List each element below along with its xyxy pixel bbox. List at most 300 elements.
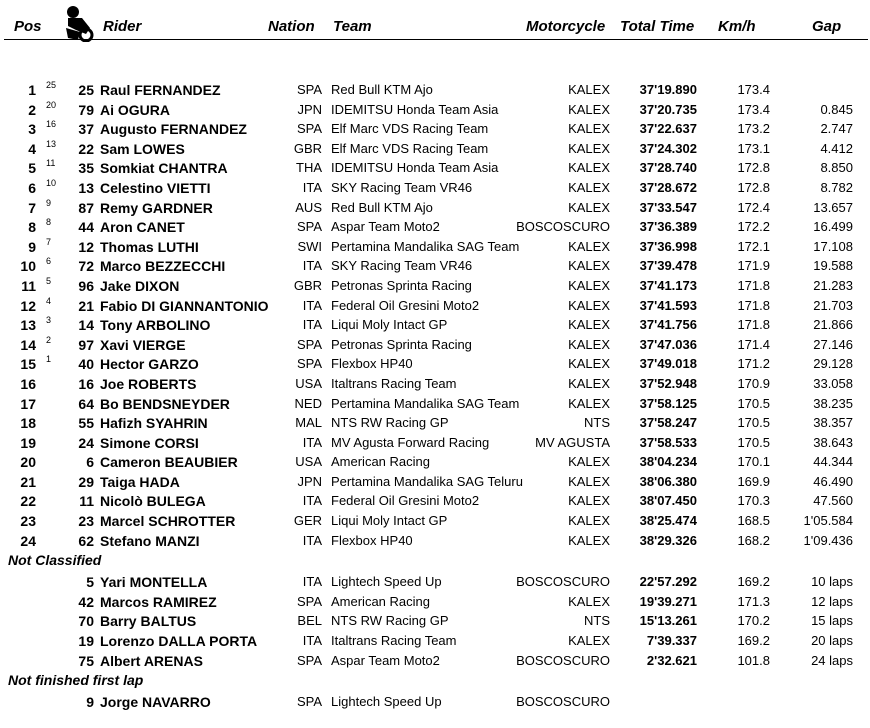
motorcycle: NTS bbox=[584, 415, 610, 431]
speed-kmh: 171.8 bbox=[737, 317, 770, 333]
team-name: Federal Oil Gresini Moto2 bbox=[331, 297, 480, 313]
nation: ITA bbox=[302, 434, 322, 450]
speed-kmh: 170.1 bbox=[737, 454, 770, 470]
total-time: 37'58.533 bbox=[639, 434, 697, 450]
rider-number: 79 bbox=[78, 101, 94, 118]
motorcycle: KALEX bbox=[568, 101, 610, 117]
team-name: Aspar Team Moto2 bbox=[331, 652, 440, 668]
total-time: 37'22.637 bbox=[639, 121, 697, 137]
team-name: Liqui Moly Intact GP bbox=[331, 513, 448, 529]
gap: 8.850 bbox=[820, 160, 853, 176]
table-row bbox=[0, 491, 870, 511]
total-time: 37'36.389 bbox=[639, 219, 697, 235]
motorcycle: KALEX bbox=[568, 633, 610, 649]
nation: NED bbox=[294, 395, 322, 411]
rider-name: Somkiat CHANTRA bbox=[100, 160, 228, 177]
gap: 27.146 bbox=[813, 336, 853, 352]
rider-number: 14 bbox=[78, 317, 94, 334]
team-name: Red Bull KTM Ajo bbox=[331, 82, 433, 97]
grid-position: 13 bbox=[46, 138, 57, 149]
gap: 12 laps bbox=[811, 593, 853, 609]
gap: 47.560 bbox=[813, 493, 853, 509]
motorcycle: KALEX bbox=[568, 140, 610, 156]
total-time: 37'39.478 bbox=[639, 258, 697, 274]
rider-number: 35 bbox=[78, 160, 94, 177]
nation: THA bbox=[296, 160, 322, 176]
position: 6 bbox=[28, 179, 36, 196]
speed-kmh: 169.9 bbox=[737, 473, 770, 489]
rider-number: 40 bbox=[78, 356, 94, 373]
nation: SPA bbox=[296, 694, 322, 710]
rider-number: 6 bbox=[86, 454, 94, 471]
motorcycle: KALEX bbox=[568, 121, 610, 137]
total-time: 22'57.292 bbox=[639, 574, 697, 590]
table-row bbox=[0, 413, 870, 433]
rider-name: Simone CORSI bbox=[100, 434, 199, 451]
rider-name: Remy GARDNER bbox=[100, 199, 213, 216]
grid-position: 16 bbox=[46, 119, 57, 130]
position: 24 bbox=[20, 532, 36, 549]
header-divider bbox=[4, 39, 868, 40]
nation: USA bbox=[295, 375, 322, 391]
header-total-time: Total Time bbox=[620, 18, 695, 35]
gap: 1'05.584 bbox=[803, 513, 853, 529]
motorcycle: KALEX bbox=[568, 238, 610, 254]
gap: 21.703 bbox=[813, 297, 853, 313]
team-name: NTS RW Racing GP bbox=[331, 415, 449, 431]
gap: 10 laps bbox=[811, 574, 853, 590]
position: 9 bbox=[28, 238, 36, 255]
team-name: Pertamina Mandalika SAG Teluru bbox=[331, 473, 523, 489]
table-row bbox=[0, 611, 870, 631]
rider-number: 72 bbox=[78, 258, 94, 275]
nation: SPA bbox=[296, 336, 322, 352]
table-row bbox=[0, 592, 870, 612]
rider-name: Yari MONTELLA bbox=[100, 574, 208, 591]
motorcycle: KALEX bbox=[568, 317, 610, 333]
speed-kmh: 172.8 bbox=[737, 160, 770, 176]
table-row bbox=[0, 354, 870, 374]
motorcycle: MV AGUSTA bbox=[535, 434, 610, 450]
position: 8 bbox=[28, 219, 36, 236]
table-row bbox=[0, 572, 870, 592]
table-row bbox=[0, 511, 870, 531]
team-name: Petronas Sprinta Racing bbox=[331, 277, 472, 293]
position: 19 bbox=[20, 434, 36, 451]
table-row bbox=[0, 237, 870, 257]
speed-kmh: 101.8 bbox=[737, 652, 770, 668]
table-row bbox=[0, 531, 870, 551]
gap: 44.344 bbox=[813, 454, 853, 470]
motorcycle: KALEX bbox=[568, 395, 610, 411]
motorcycle: KALEX bbox=[568, 454, 610, 470]
team-name: SKY Racing Team VR46 bbox=[331, 179, 473, 195]
nation: SPA bbox=[296, 593, 322, 609]
team-name: Elf Marc VDS Racing Team bbox=[331, 140, 489, 156]
grid-position: 20 bbox=[46, 99, 57, 110]
nation: ITA bbox=[302, 493, 322, 509]
total-time: 37'41.756 bbox=[639, 317, 697, 333]
header-gap: Gap bbox=[812, 18, 842, 35]
nation: SPA bbox=[296, 121, 322, 137]
rider-name: Xavi VIERGE bbox=[100, 336, 186, 353]
total-time: 37'19.890 bbox=[639, 82, 697, 97]
table-row bbox=[0, 256, 870, 276]
table-row bbox=[0, 315, 870, 335]
nation: AUS bbox=[295, 199, 322, 215]
team-name: Lightech Speed Up bbox=[331, 574, 442, 590]
rider-name: Nicolò BULEGA bbox=[100, 493, 206, 510]
gap: 15 laps bbox=[811, 613, 853, 629]
nation: SPA bbox=[296, 82, 322, 97]
speed-kmh: 173.4 bbox=[737, 82, 770, 97]
rider-number: 12 bbox=[78, 238, 94, 255]
table-row bbox=[0, 472, 870, 492]
nation: JPN bbox=[297, 473, 322, 489]
motorcycle: KALEX bbox=[568, 356, 610, 372]
position: 18 bbox=[20, 415, 36, 432]
total-time: 37'58.247 bbox=[639, 415, 697, 431]
table-row bbox=[0, 394, 870, 414]
rider-number: 9 bbox=[86, 694, 94, 711]
section-row bbox=[0, 670, 870, 692]
motorcycle-rider-icon bbox=[62, 4, 96, 42]
rider-number: 42 bbox=[78, 593, 94, 610]
rider-name: Joe ROBERTS bbox=[100, 375, 197, 392]
table-row bbox=[0, 452, 870, 472]
speed-kmh: 171.9 bbox=[737, 258, 770, 274]
team-name: Federal Oil Gresini Moto2 bbox=[331, 493, 480, 509]
motorcycle: NTS bbox=[584, 613, 610, 629]
motorcycle: KALEX bbox=[568, 199, 610, 215]
nation: JPN bbox=[297, 101, 322, 117]
grid-position: 1 bbox=[46, 354, 52, 365]
rider-name: Albert ARENAS bbox=[100, 652, 203, 669]
rider-name: Bo BENDSNEYDER bbox=[100, 395, 230, 412]
position: 14 bbox=[20, 336, 36, 353]
rider-name: Hector GARZO bbox=[100, 356, 199, 373]
motorcycle: BOSCOSCURO bbox=[516, 694, 610, 710]
gap: 20 laps bbox=[811, 633, 853, 649]
header-pos: Pos bbox=[14, 18, 42, 35]
motorcycle: KALEX bbox=[568, 179, 610, 195]
speed-kmh: 169.2 bbox=[737, 633, 770, 649]
rider-number: 11 bbox=[79, 493, 94, 510]
total-time: 37'58.125 bbox=[639, 395, 697, 411]
grid-position: 7 bbox=[46, 236, 52, 247]
results-table bbox=[0, 80, 870, 712]
position: 20 bbox=[20, 454, 36, 471]
nation: ITA bbox=[302, 574, 322, 590]
gap: 38.235 bbox=[813, 395, 853, 411]
position: 22 bbox=[20, 493, 36, 510]
total-time: 37'24.302 bbox=[639, 140, 697, 156]
speed-kmh: 173.4 bbox=[737, 101, 770, 117]
table-row bbox=[0, 119, 870, 139]
nation: ITA bbox=[302, 532, 322, 548]
gap: 2.747 bbox=[820, 121, 853, 137]
rider-name: Stefano MANZI bbox=[100, 532, 200, 549]
team-name: Lightech Speed Up bbox=[331, 694, 442, 710]
rider-name: Augusto FERNANDEZ bbox=[100, 121, 247, 138]
grid-position: 2 bbox=[46, 334, 52, 345]
total-time: 37'52.948 bbox=[639, 375, 697, 391]
nation: ITA bbox=[302, 633, 322, 649]
gap: 16.499 bbox=[813, 219, 853, 235]
rider-number: 75 bbox=[78, 652, 94, 669]
header-nation: Nation bbox=[268, 18, 315, 35]
total-time: 37'49.018 bbox=[639, 356, 697, 372]
team-name: Flexbox HP40 bbox=[331, 356, 413, 372]
team-name: IDEMITSU Honda Team Asia bbox=[331, 160, 499, 176]
total-time: 15'13.261 bbox=[639, 613, 697, 629]
speed-kmh: 171.4 bbox=[737, 336, 770, 352]
rider-number: 37 bbox=[78, 121, 94, 138]
gap: 19.588 bbox=[813, 258, 853, 274]
position: 17 bbox=[20, 395, 36, 412]
table-row bbox=[0, 433, 870, 453]
team-name: Aspar Team Moto2 bbox=[331, 219, 440, 235]
nation: USA bbox=[295, 454, 322, 470]
table-row bbox=[0, 374, 870, 394]
team-name: Red Bull KTM Ajo bbox=[331, 199, 433, 215]
team-name: Petronas Sprinta Racing bbox=[331, 336, 472, 352]
gap: 38.643 bbox=[813, 434, 853, 450]
rider-name: Taiga HADA bbox=[100, 473, 180, 490]
team-name: Elf Marc VDS Racing Team bbox=[331, 121, 489, 137]
nation: SPA bbox=[296, 219, 322, 235]
motorcycle: BOSCOSCURO bbox=[516, 219, 610, 235]
grid-position: 10 bbox=[46, 177, 57, 188]
speed-kmh: 170.5 bbox=[737, 434, 770, 450]
section-row bbox=[0, 550, 870, 572]
gap: 13.657 bbox=[813, 199, 853, 215]
rider-number: 21 bbox=[78, 297, 94, 314]
team-name: American Racing bbox=[331, 454, 430, 470]
position: 13 bbox=[20, 317, 36, 334]
motorcycle: BOSCOSCURO bbox=[516, 652, 610, 668]
table-row bbox=[0, 631, 870, 651]
nation: MAL bbox=[295, 415, 322, 431]
rider-number: 24 bbox=[78, 434, 94, 451]
gap: 0.845 bbox=[820, 101, 853, 117]
total-time: 37'28.672 bbox=[639, 179, 697, 195]
rider-name: Marcel SCHROTTER bbox=[100, 513, 236, 530]
total-time: 37'28.740 bbox=[639, 160, 697, 176]
rider-number: 55 bbox=[78, 415, 94, 432]
team-name: Pertamina Mandalika SAG Team bbox=[331, 238, 520, 254]
speed-kmh: 171.2 bbox=[737, 356, 770, 372]
motorcycle: KALEX bbox=[568, 336, 610, 352]
rider-number: 5 bbox=[86, 574, 94, 591]
position: 3 bbox=[28, 121, 36, 138]
position: 11 bbox=[21, 277, 36, 294]
rider-name: Hafizh SYAHRIN bbox=[100, 415, 208, 432]
header-rider: Rider bbox=[103, 18, 142, 35]
total-time: 37'20.735 bbox=[639, 101, 697, 117]
table-row bbox=[0, 217, 870, 237]
table-row bbox=[0, 158, 870, 178]
nation: GER bbox=[293, 513, 322, 529]
speed-kmh: 172.4 bbox=[737, 199, 770, 215]
gap: 17.108 bbox=[813, 238, 853, 254]
speed-kmh: 170.9 bbox=[737, 375, 770, 391]
position: 5 bbox=[28, 160, 36, 177]
rider-number: 19 bbox=[78, 633, 94, 650]
position: 7 bbox=[28, 199, 36, 216]
header-kmh: Km/h bbox=[718, 18, 756, 35]
position: 16 bbox=[20, 375, 36, 392]
rider-number: 70 bbox=[78, 613, 94, 630]
rider-name: Fabio DI GIANNANTONIO bbox=[100, 297, 269, 314]
nation: BEL bbox=[297, 613, 322, 629]
speed-kmh: 171.3 bbox=[737, 593, 770, 609]
total-time: 38'06.380 bbox=[639, 473, 697, 489]
team-name: American Racing bbox=[331, 593, 430, 609]
total-time: 7'39.337 bbox=[646, 633, 697, 649]
table-header bbox=[0, 0, 870, 44]
gap: 1'09.436 bbox=[803, 532, 853, 548]
team-name: Italtrans Racing Team bbox=[331, 633, 457, 649]
team-name: Liqui Moly Intact GP bbox=[331, 317, 448, 333]
motorcycle: KALEX bbox=[568, 473, 610, 489]
rider-number: 22 bbox=[78, 140, 94, 157]
gap: 38.357 bbox=[813, 415, 853, 431]
nation: ITA bbox=[302, 258, 322, 274]
rider-name: Jorge NAVARRO bbox=[100, 694, 211, 711]
motorcycle: BOSCOSCURO bbox=[516, 574, 610, 590]
motorcycle: KALEX bbox=[568, 277, 610, 293]
table-row bbox=[0, 80, 870, 100]
nation: ITA bbox=[302, 317, 322, 333]
rider-number: 62 bbox=[78, 532, 94, 549]
team-name: NTS RW Racing GP bbox=[331, 613, 449, 629]
total-time: 37'47.036 bbox=[639, 336, 697, 352]
speed-kmh: 172.2 bbox=[737, 219, 770, 235]
speed-kmh: 171.8 bbox=[737, 277, 770, 293]
rider-name: Marco BEZZECCHI bbox=[100, 258, 226, 275]
rider-name: Tony ARBOLINO bbox=[100, 317, 211, 334]
header-motorcycle: Motorcycle bbox=[526, 18, 606, 35]
rider-name: Cameron BEAUBIER bbox=[100, 454, 238, 471]
motorcycle: KALEX bbox=[568, 493, 610, 509]
grid-position: 5 bbox=[46, 275, 52, 286]
table-row bbox=[0, 100, 870, 120]
rider-number: 25 bbox=[78, 82, 94, 98]
grid-position: 6 bbox=[46, 256, 52, 267]
team-name: SKY Racing Team VR46 bbox=[331, 258, 473, 274]
total-time: 37'33.547 bbox=[639, 199, 697, 215]
gap: 33.058 bbox=[813, 375, 853, 391]
rider-name: Jake DIXON bbox=[100, 277, 180, 294]
speed-kmh: 168.5 bbox=[737, 513, 770, 529]
table-row bbox=[0, 296, 870, 316]
speed-kmh: 173.2 bbox=[737, 121, 770, 137]
rider-number: 97 bbox=[78, 336, 94, 353]
speed-kmh: 170.2 bbox=[737, 613, 770, 629]
grid-position: 8 bbox=[46, 217, 52, 228]
team-name: Flexbox HP40 bbox=[331, 532, 413, 548]
rider-name: Marcos RAMIREZ bbox=[100, 593, 217, 610]
team-name: Italtrans Racing Team bbox=[331, 375, 457, 391]
motorcycle: KALEX bbox=[568, 160, 610, 176]
gap: 24 laps bbox=[811, 652, 853, 668]
rider-number: 13 bbox=[78, 179, 94, 196]
rider-number: 64 bbox=[78, 395, 94, 412]
total-time: 2'32.621 bbox=[646, 652, 697, 668]
table-row bbox=[0, 139, 870, 159]
table-row bbox=[0, 651, 870, 671]
position: 12 bbox=[20, 297, 36, 314]
motorcycle: KALEX bbox=[568, 375, 610, 391]
gap: 4.412 bbox=[820, 140, 853, 156]
rider-name: Sam LOWES bbox=[100, 140, 185, 157]
position: 21 bbox=[20, 473, 36, 490]
rider-number: 23 bbox=[78, 513, 94, 530]
nation: ITA bbox=[302, 179, 322, 195]
grid-position: 3 bbox=[46, 315, 52, 326]
motorcycle: KALEX bbox=[568, 593, 610, 609]
speed-kmh: 169.2 bbox=[737, 574, 770, 590]
position: 4 bbox=[28, 140, 36, 157]
team-name: Pertamina Mandalika SAG Team bbox=[331, 395, 520, 411]
grid-position: 11 bbox=[46, 158, 56, 169]
position: 23 bbox=[20, 513, 36, 530]
rider-number: 96 bbox=[78, 277, 94, 294]
rider-name: Celestino VIETTI bbox=[100, 179, 211, 196]
gap: 21.283 bbox=[813, 277, 853, 293]
nation: GBR bbox=[293, 277, 322, 293]
nation: SPA bbox=[296, 652, 322, 668]
table-row bbox=[0, 178, 870, 198]
position: 2 bbox=[28, 101, 36, 118]
gap: 46.490 bbox=[813, 473, 853, 489]
speed-kmh: 170.5 bbox=[737, 415, 770, 431]
nation: ITA bbox=[302, 297, 322, 313]
speed-kmh: 171.8 bbox=[737, 297, 770, 313]
gap: 21.866 bbox=[813, 317, 853, 333]
total-time: 38'25.474 bbox=[639, 513, 697, 529]
rider-number: 29 bbox=[78, 473, 94, 490]
total-time: 38'07.450 bbox=[639, 493, 697, 509]
table-row bbox=[0, 276, 870, 296]
speed-kmh: 173.1 bbox=[737, 140, 770, 156]
total-time: 37'36.998 bbox=[639, 238, 697, 254]
rider-number: 87 bbox=[78, 199, 94, 216]
header-team: Team bbox=[333, 18, 372, 35]
table-row bbox=[0, 692, 870, 712]
table-row bbox=[0, 198, 870, 218]
nation: SPA bbox=[296, 356, 322, 372]
rider-name: Lorenzo DALLA PORTA bbox=[100, 633, 258, 650]
rider-name: Raul FERNANDEZ bbox=[100, 82, 221, 98]
position: 15 bbox=[20, 356, 36, 373]
position: 1 bbox=[28, 82, 36, 98]
motorcycle: KALEX bbox=[568, 532, 610, 548]
gap: 29.128 bbox=[813, 356, 853, 372]
table-row bbox=[0, 335, 870, 355]
section-heading: Not finished first lap bbox=[8, 672, 144, 689]
total-time: 37'41.173 bbox=[639, 277, 697, 293]
speed-kmh: 170.3 bbox=[737, 493, 770, 509]
team-name: IDEMITSU Honda Team Asia bbox=[331, 101, 499, 117]
motorcycle: KALEX bbox=[568, 258, 610, 274]
nation: SWI bbox=[297, 238, 322, 254]
rider-number: 44 bbox=[78, 219, 94, 236]
rider-name: Ai OGURA bbox=[100, 101, 170, 118]
rider-name: Barry BALTUS bbox=[100, 613, 197, 630]
grid-position: 4 bbox=[46, 295, 52, 306]
